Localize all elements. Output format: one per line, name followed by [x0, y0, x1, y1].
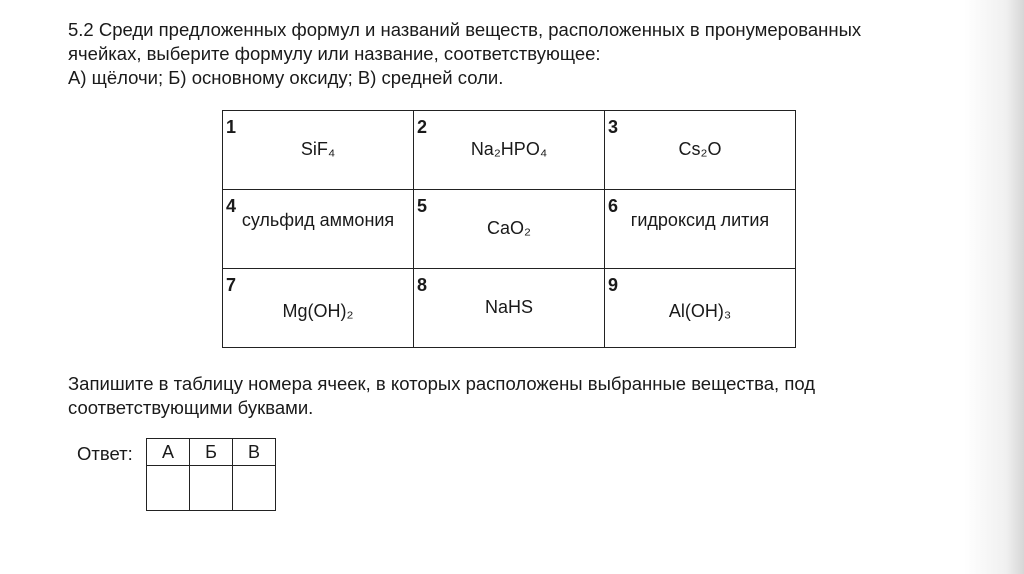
cell-number: 7 — [226, 275, 237, 295]
cell-substance: Na₂HPO₄ — [470, 139, 548, 159]
grid-cell — [223, 111, 414, 190]
page-edge-shadow — [964, 0, 1024, 574]
cell-number: 2 — [417, 117, 428, 137]
cell-number: 8 — [417, 275, 428, 295]
cell-substance: NaHS — [484, 297, 533, 317]
instruction-line-2: соответствующими буквами. — [68, 397, 314, 418]
substances-grid — [222, 110, 796, 348]
grid-cell — [605, 190, 796, 269]
cell-substance: Al(OH)₃ — [668, 301, 732, 321]
cell-number: 6 — [608, 196, 619, 216]
answer-table — [146, 438, 276, 511]
question-line-2: ячейках, выберите формулу или название, соответствующее: — [68, 43, 601, 64]
cell-number: 5 — [417, 196, 428, 216]
answer-header-v: В — [233, 439, 276, 466]
instruction-line-1: Запишите в таблицу номера ячеек, в которых расположены выбранные вещества, под — [68, 373, 816, 394]
grid-cell — [605, 269, 796, 348]
answer-cell-b[interactable] — [190, 466, 233, 511]
answer-cell-v[interactable] — [233, 466, 276, 511]
question-line-1: 5.2 Среди предложенных формул и названий веществ, расположенных в пронумерованных — [68, 19, 862, 40]
answer-header-b: Б — [190, 439, 233, 466]
cell-substance: Mg(OH)₂ — [282, 301, 354, 321]
cell-number: 9 — [608, 275, 619, 295]
grid-cell — [414, 111, 605, 190]
cell-substance: сульфид аммония — [241, 210, 395, 230]
cell-number: 3 — [608, 117, 619, 137]
cell-substance: гидроксид лития — [630, 210, 770, 230]
instruction-text — [68, 372, 968, 420]
grid-cell — [223, 269, 414, 348]
cell-number: 1 — [226, 117, 237, 137]
grid-cell — [605, 111, 796, 190]
question-line-3: А) щёлочи; Б) основному оксиду; В) средней соли. — [68, 67, 504, 88]
cell-substance: CaO₂ — [487, 218, 531, 238]
answer-header-a: А — [147, 439, 190, 466]
question-text — [68, 18, 968, 90]
answer-label: Ответ: — [77, 443, 133, 464]
grid-cell — [414, 269, 605, 348]
cell-number: 4 — [226, 196, 237, 216]
grid-cell — [223, 190, 414, 269]
cell-substance: SiF₄ — [300, 139, 336, 159]
answer-cell-a[interactable] — [147, 466, 190, 511]
grid-cell — [414, 190, 605, 269]
cell-substance: Cs₂O — [678, 139, 722, 159]
